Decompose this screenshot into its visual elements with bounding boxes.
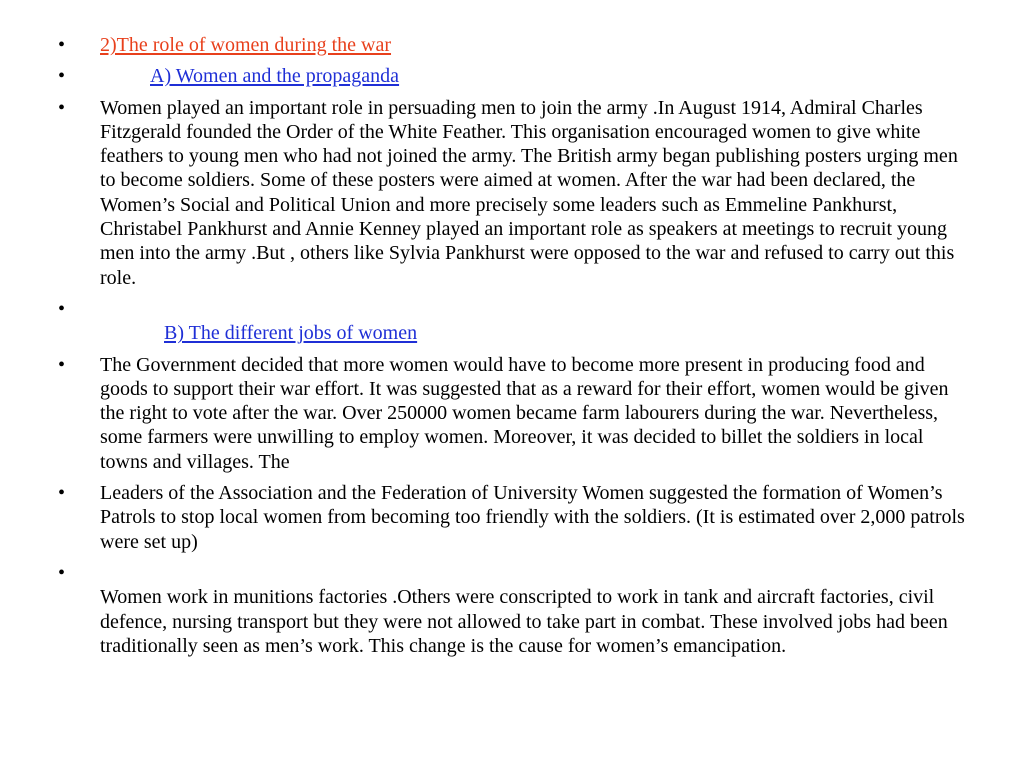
bullet-patrols-paragraph (58, 481, 968, 554)
propaganda-paragraph: Women played an important role in persuading men to join the army .In August 1914, Admiral Charles Fitzgerald founded the Order of the White Feather. This organisation encouraged women to give white feathers to young men who had not joined the army. The British army began publishing posters urging men to become soldiers. Some of these posters were aimed at women. After the war had been declared, the Women’s Social and Political Union and more precisely some leaders such as Emmeline Pankhurst, Christabel Pankhurst and Annie Kenney played an important role as speakers at meetings to recruit young men into the army .But , others like Sylvia Pankhurst were opposed to the war and refused to carry out this role. (100, 96, 958, 289)
section-a-heading: A) Women and the propaganda (150, 65, 400, 88)
government-paragraph: The Government decided that more women would have to become more present in producing food and goods to support their war effort. It was suggested that as a reward for their effort, women would be given the right to vote after the war. Over 250000 women became farm labourers during the war. Nevertheless, some farmers were unwilling to employ women. Moreover, it was decided to billet the soldiers in local towns and villages. The (100, 353, 949, 473)
bullet-glyph: • (58, 353, 66, 376)
bullet-list (58, 33, 968, 658)
bullet-munitions-paragraph (58, 561, 968, 658)
section-b-heading: B) The different jobs of women (164, 322, 418, 345)
bullet-glyph: • (58, 65, 66, 88)
bullet-glyph: • (58, 482, 66, 505)
bullet-propaganda-paragraph (58, 96, 968, 290)
bullet-glyph: • (58, 297, 66, 320)
bullet-glyph: • (58, 34, 66, 56)
bullet-glyph: • (58, 561, 66, 584)
munitions-paragraph: Women work in munitions factories .Others were conscripted to work in tank and aircraft factories, civil defence, nursing transport but they were not allowed to take part in combat. These involved jobs had been traditionally seen as men’s work. This change is the cause for women’s emancipation. (100, 586, 948, 657)
bullet-government-paragraph (58, 353, 968, 474)
bullet-section-b-heading (58, 297, 968, 346)
bullet-glyph: • (58, 96, 66, 119)
main-heading: 2)The role of women during the war (100, 34, 392, 56)
bullet-section-a-heading (58, 64, 968, 88)
patrols-paragraph: Leaders of the Association and the Federation of University Women suggested the formation of Women’s Patrols to stop local women from becoming too friendly with the soldiers. (It is estimated over 2,000 patrols were set up) (100, 482, 965, 553)
bullet-main-heading (58, 33, 968, 57)
